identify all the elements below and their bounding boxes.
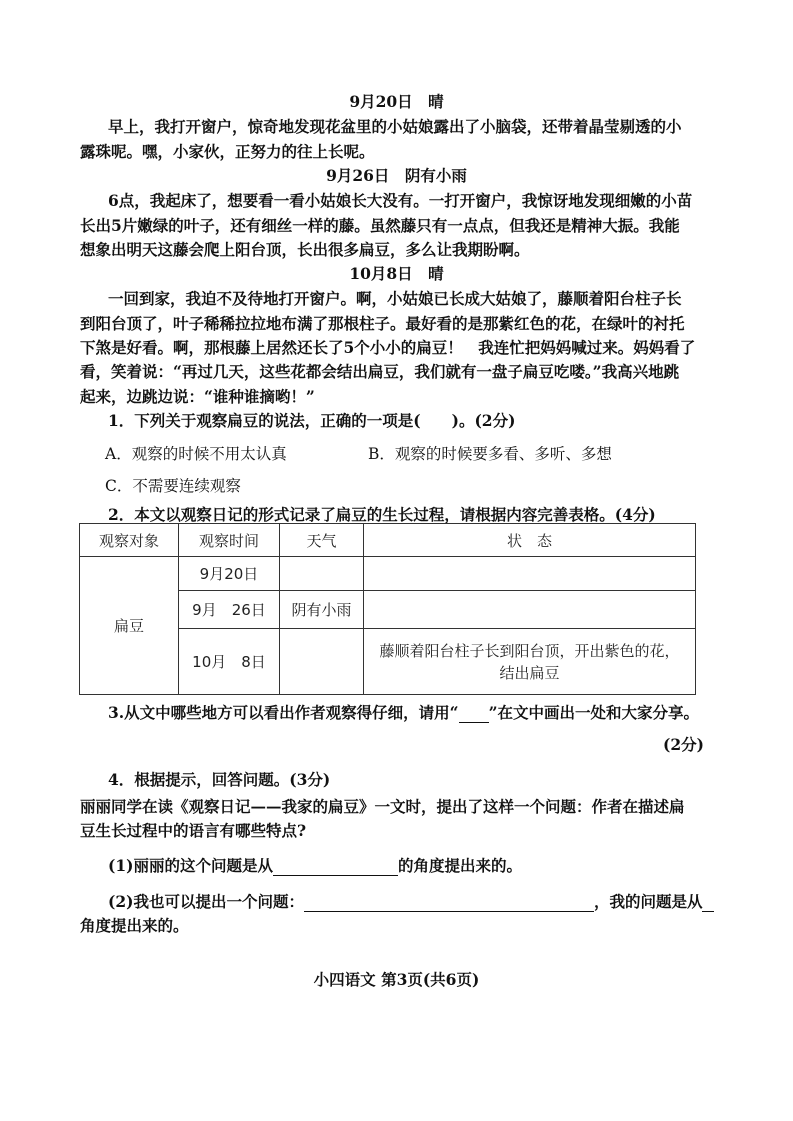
table-cell-time: 9月20日	[179, 557, 280, 591]
question-3-stem: 3.从文中哪些地方可以看出作者观察得仔细，请用“ ”在文中画出一处和大家分享。	[108, 703, 700, 722]
diary-entry-2-line-1: 6点，我起床了，想要看一看小姑娘长大没有。一打开窗户，我惊讶地发现细嫩的小苗	[108, 191, 693, 210]
answer-blank-2[interactable]	[304, 895, 594, 912]
answer-blank-3[interactable]	[702, 895, 714, 912]
table-header-weather: 天气	[280, 524, 364, 557]
question-1-option-b[interactable]: B．观察的时候要多看、多听、多想	[368, 445, 612, 463]
state-line-2: 结出扁豆	[499, 663, 560, 682]
diary-date-3: 10月8日 晴	[349, 264, 444, 283]
question-2-stem: 2．本文以观察日记的形式记录了扁豆的生长过程，请根据内容完善表格。(4分)	[108, 505, 656, 524]
question-4-context-line-2: 豆生长过程中的语言有哪些特点?	[80, 821, 307, 840]
question-1-stem: 1．下列关于观察扁豆的说法，正确的一项是( )。(2分)	[108, 411, 516, 430]
state-line-1: 藤顺着阳台柱子长到阳台顶，开出紫色的花，	[379, 641, 680, 660]
table-header-time: 观察时间	[179, 524, 280, 557]
table-cell-time: 9月 26日	[179, 591, 280, 629]
diary-entry-2-line-3: 想象出明天这藤会爬上阳台顶，长出很多扁豆，多么让我期盼啊。	[80, 240, 530, 259]
table-cell-state	[364, 629, 696, 695]
table-cell-object: 扁豆	[80, 557, 179, 695]
answer-blank-1[interactable]	[273, 859, 398, 876]
observation-table	[79, 523, 696, 695]
diary-entry-3-line-3: 下煞是好看。啊，那根藤上居然还长了5个小小的扁豆！ 我连忙把妈妈喊过来。妈妈看了	[80, 338, 696, 357]
table-header-object: 观察对象	[80, 524, 179, 557]
diary-entry-3-line-4: 看，笑着说：“再过几天，这些花都会结出扁豆，我们就有一盘子扁豆吃喽。”我高兴地跳	[80, 362, 680, 381]
table-cell-state-blank[interactable]	[364, 591, 696, 629]
underline-mark	[459, 706, 489, 723]
table-header-state: 状 态	[364, 524, 696, 557]
table-cell-weather-blank[interactable]	[280, 557, 364, 591]
question-4-context-line-1: 丽丽同学在读《观察日记——我家的扁豆》一文时，提出了这样一个问题：作者在描述扁	[80, 797, 685, 816]
diary-entry-3-line-2: 到阳台顶了，叶子稀稀拉拉地布满了那根柱子。最好看的是那紫红色的花，在绿叶的衬托	[80, 314, 685, 333]
question-4-stem: 4．根据提示，回答问题。(3分)	[108, 770, 331, 789]
question-1-option-c[interactable]: C．不需要连续观察	[105, 477, 241, 495]
question-4-sub-2: (2)我也可以提出一个问题： ，我的问题是从	[108, 892, 714, 912]
diary-entry-3-line-5: 起来，边跳边说：“谁种谁摘哟！”	[80, 387, 315, 406]
question-3-score: (2分)	[663, 735, 704, 754]
table-cell-state-blank[interactable]	[364, 557, 696, 591]
diary-date-1: 9月20日 晴	[349, 92, 444, 111]
page-footer: 小四语文 第3页(共6页)	[313, 970, 480, 989]
diary-entry-2-line-2: 长出5片嫩绿的叶子，还有细丝一样的藤。虽然藤只有一点点，但我还是精神大振。我能	[80, 216, 680, 235]
question-1-option-a[interactable]: A．观察的时候不用太认真	[105, 445, 287, 463]
table-cell-time: 10月 8日	[179, 629, 280, 695]
diary-entry-1-line-1: 早上，我打开窗户，惊奇地发现花盆里的小姑娘露出了小脑袋，还带着晶莹剔透的小	[108, 117, 682, 136]
diary-date-2: 9月26日 阴有小雨	[326, 166, 467, 185]
table-row	[80, 557, 696, 591]
diary-entry-3-line-1: 一回到家，我迫不及待地打开窗户。啊，小姑娘已长成大姑娘了，藤顺着阳台柱子长	[108, 289, 682, 308]
question-4-sub-1: (1)丽丽的这个问题是从 的角度提出来的。	[108, 856, 522, 875]
question-4-sub-2-end: 角度提出来的。	[80, 916, 189, 935]
diary-entry-1-line-2: 露珠呢。嘿，小家伙，正努力的往上长呢。	[80, 142, 375, 161]
table-cell-weather-blank[interactable]	[280, 629, 364, 695]
table-cell-weather: 阴有小雨	[280, 591, 364, 629]
